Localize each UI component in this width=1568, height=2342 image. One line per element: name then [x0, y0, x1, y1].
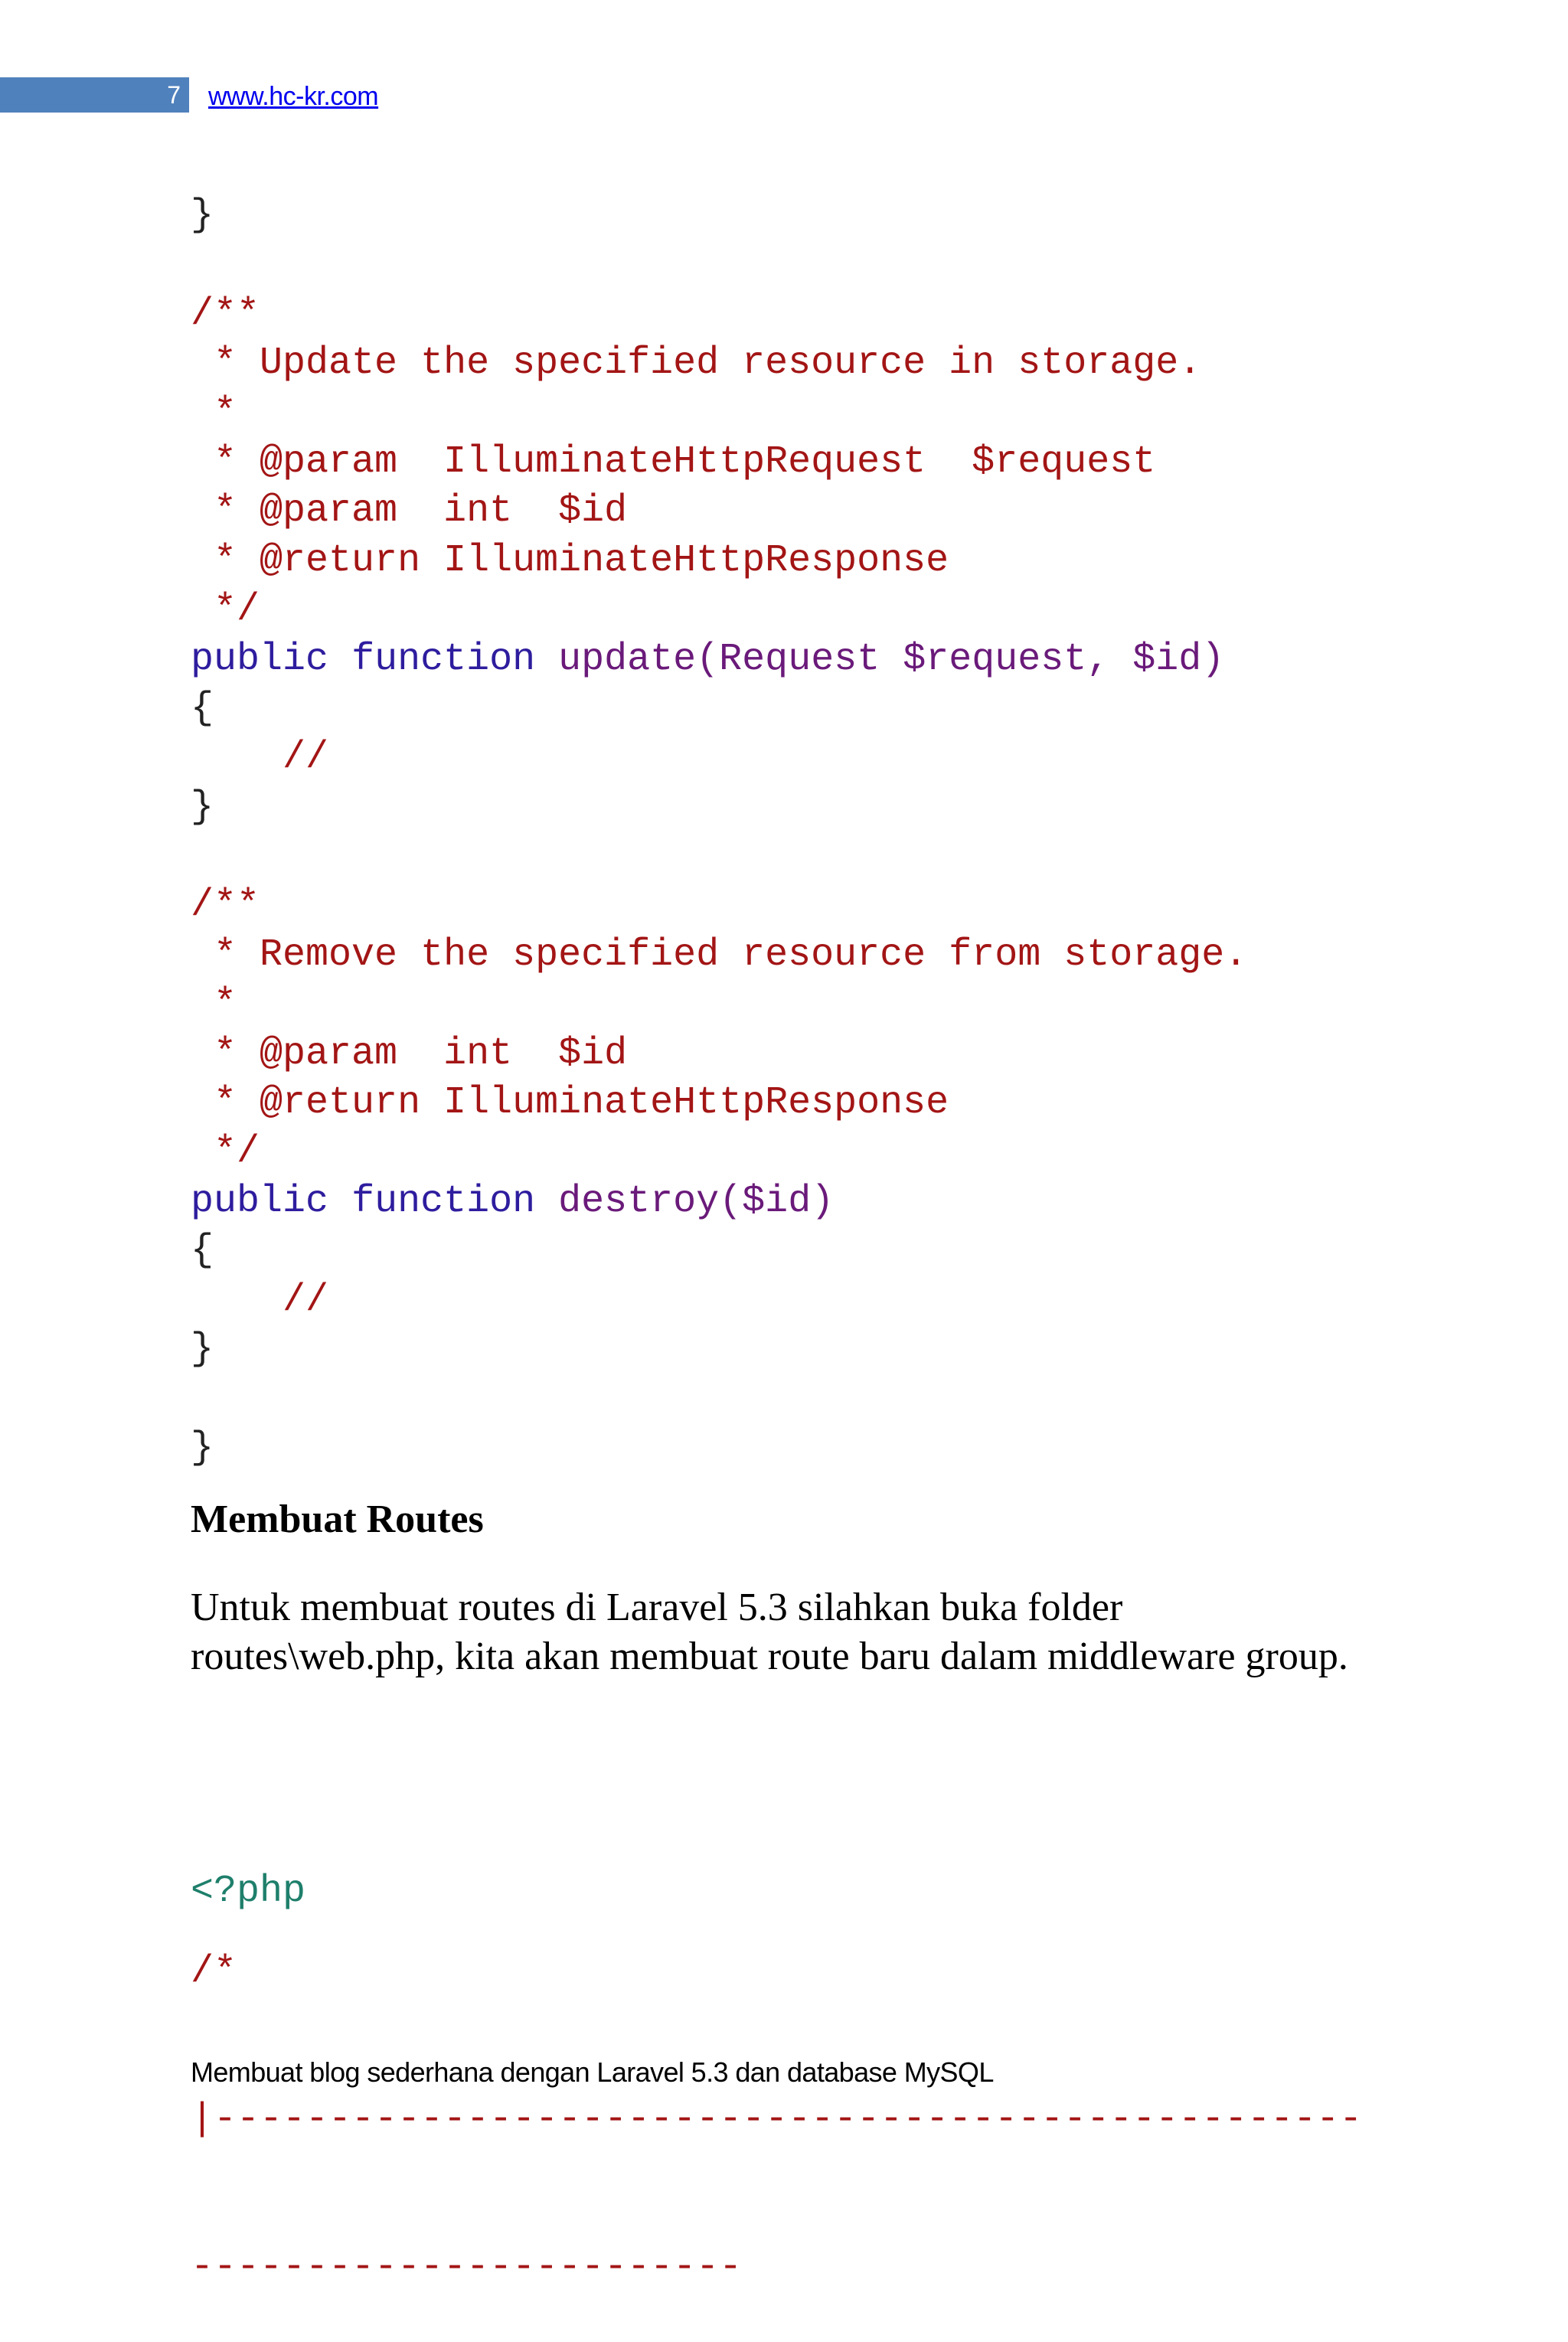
body-paragraph: Untuk membuat routes di Laravel 5.3 silahkan buka folder routes\web.php, kita akan membuat route baru dalam middleware group. — [191, 1586, 1348, 1678]
code-line: /** — [99, 292, 260, 336]
code-line: public function destroy($id) — [191, 1179, 835, 1223]
code-line: public function update(Request $request, $id) — [191, 637, 1225, 681]
php-open-tag: <?php — [191, 1869, 306, 1913]
code-line: */ — [99, 588, 260, 632]
code-line: } — [191, 1426, 214, 1470]
comment-dash-line: |-------------------------------------------------- — [191, 2098, 1363, 2142]
code-line: { — [99, 1229, 214, 1273]
code-line: { — [99, 686, 214, 730]
code-line: * @return IlluminateHttpResponse — [99, 1081, 949, 1125]
code-line: * @param IlluminateHttpRequest $request — [99, 439, 1156, 484]
code-line — [99, 1374, 1568, 1423]
code-line: * @param int $id — [99, 489, 628, 534]
code-line: // — [99, 736, 329, 780]
code-line: * @param int $id — [99, 1031, 628, 1076]
comment-dash-line-continued: ------------------------ — [191, 2246, 743, 2290]
code-line: * @return IlluminateHttpResponse — [99, 538, 949, 583]
code-block-top — [99, 191, 1568, 1473]
code-line: */ — [99, 1130, 260, 1174]
code-line: * — [99, 982, 237, 1027]
code-line: /** — [99, 884, 260, 928]
footer-text: Membuat blog sederhana dengan Laravel 5.3 dan database MySQL — [191, 2056, 994, 2088]
section-heading: Membuat Routes — [191, 1498, 484, 1541]
code-line: * Update the specified resource in storage. — [99, 341, 1202, 386]
code-line: } — [99, 194, 214, 237]
page-number: 7 — [167, 81, 181, 109]
code-line: * — [99, 390, 237, 435]
comment-open: /* — [191, 1949, 237, 1994]
code-block-routes-comment — [191, 1849, 1568, 2342]
code-line: * Remove the specified resource from storage. — [99, 933, 1248, 977]
code-line: } — [99, 785, 214, 829]
code-line — [99, 240, 1568, 289]
code-line: } — [99, 1327, 214, 1371]
code-line — [99, 832, 1568, 881]
site-link[interactable]: www.hc-kr.com — [208, 82, 379, 111]
code-line: // — [99, 1278, 329, 1322]
